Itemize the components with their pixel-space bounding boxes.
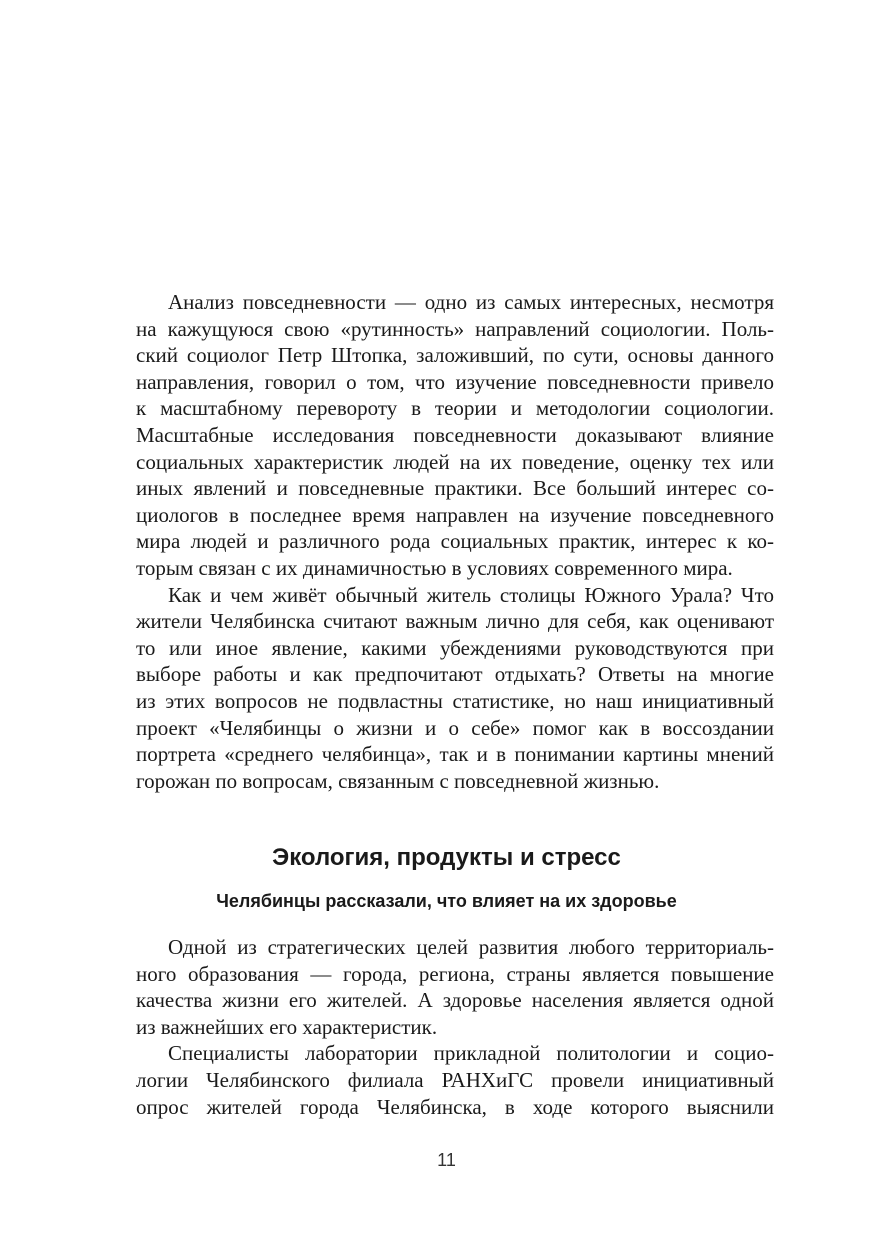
text-line: к масштабному перевороту в теории и методологии социологии. [136, 396, 774, 421]
text-line: то или иное явление, какими убеждениями руководствуются при [136, 635, 774, 660]
text-line: горожан по вопросам, связанным с повседневной жизнью. [136, 768, 660, 793]
section-subtitle: Челябинцы рассказали, что влияет на их здоровье [216, 891, 677, 911]
text-line: ский социолог Петр Штопка, заложивший, по сути, основы данного [136, 343, 774, 368]
section-title: Экология, продукты и стресс [272, 844, 621, 871]
text-line: ного образования — города, региона, страны является повышение [136, 961, 774, 986]
page-number: 11 [437, 1150, 456, 1170]
text-line: качества жизни его жителей. А здоровье населения является одной [136, 988, 774, 1013]
text-line: Специалисты лаборатории прикладной политологии и социо- [168, 1041, 774, 1066]
text-line: иных явлений и повседневные практики. Все больший интерес со- [136, 476, 774, 501]
intro-text [136, 289, 774, 794]
text-line: портрета «среднего челябинца», так и в понимании картины мнений [136, 742, 774, 767]
text-line: Масштабные исследования повседневности доказывают влияние [136, 422, 774, 447]
text-line: Как и чем живёт обычный житель столицы Южного Урала? Что [168, 582, 774, 607]
text-line: торым связан с их динамичностью в условиях современного мира. [136, 555, 733, 580]
text-line: мира людей и различного рода социальных практик, интерес к ко- [136, 529, 774, 554]
text-line: логии Челябинского филиала РАНХиГС провели инициативный [136, 1067, 774, 1092]
text-line: выборе работы и как предпочитают отдыхать? Ответы на многие [136, 662, 774, 687]
text-line: на кажущуюся свою «рутинность» направлений социологии. Поль- [136, 316, 774, 341]
body-text [136, 934, 774, 1120]
text-line: жители Челябинска считают важным лично для себя, как оценивают [136, 609, 774, 634]
text-line: Анализ повседневности — одно из самых интересных, несмотря [168, 290, 774, 314]
text-line: из этих вопросов не подвластны статистике, но наш инициативный [136, 688, 774, 713]
text-line: социальных характеристик людей на их поведение, оценку тех или [136, 449, 774, 474]
text-line: направления, говорил о том, что изучение повседневности привело [136, 369, 774, 394]
text-line: проект «Челябинцы о жизни и о себе» помог как в воссоздании [136, 715, 774, 740]
text-line: Одной из стратегических целей развития любого территориаль- [168, 935, 774, 959]
text-line: циологов в последнее время направлен на изучение повседневного [136, 502, 774, 527]
text-line: из важнейших его характеристик. [136, 1014, 438, 1039]
text-line: опрос жителей города Челябинска, в ходе которого выяснили [136, 1094, 774, 1119]
